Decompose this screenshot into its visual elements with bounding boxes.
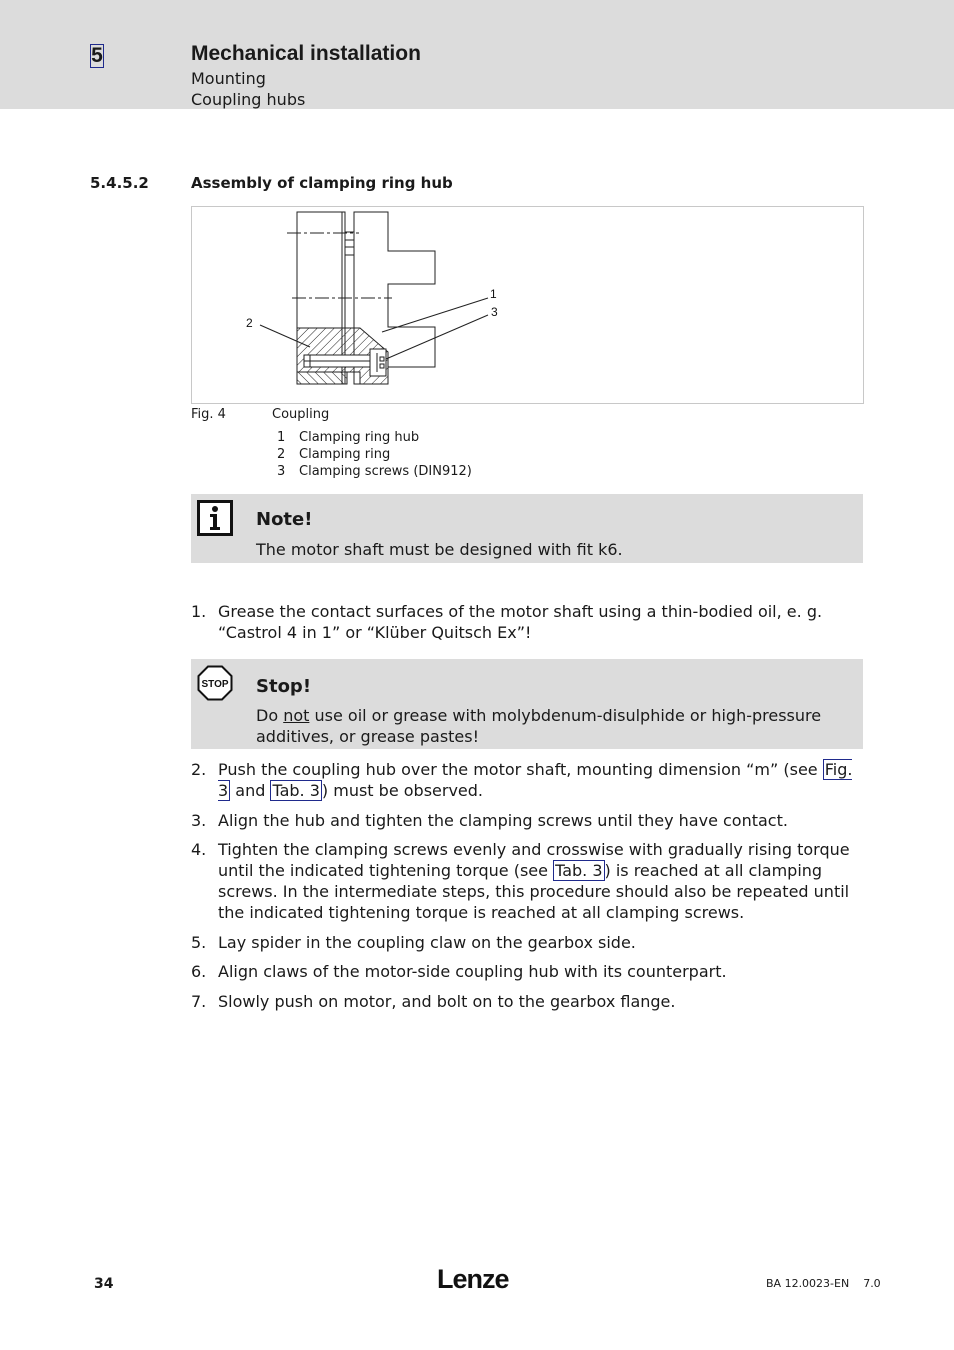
figure-legend: [277, 429, 472, 480]
link-tab-3[interactable]: Tab. 3: [555, 861, 603, 880]
chapter-title: Mechanical installation: [191, 42, 421, 65]
hub-lower-section: [297, 372, 347, 384]
stop-callout: [191, 659, 863, 749]
callout-3: 3: [491, 305, 498, 319]
coupling-drawing: [192, 207, 865, 405]
page-header: [0, 0, 954, 109]
svg-text:Lenze: Lenze: [437, 1264, 509, 1294]
callout-1: 1: [490, 287, 497, 301]
lenze-logo: [437, 1262, 517, 1298]
stop-icon: [197, 665, 233, 705]
figure-label: Fig. 4: [191, 407, 226, 422]
link-fig-3[interactable]: Fig. 3: [218, 760, 853, 800]
clamping-screw-head: [370, 349, 386, 376]
info-icon: [197, 500, 233, 540]
callout-2: 2: [246, 316, 253, 330]
document-id: BA 12.0023-EN 7.0: [766, 1277, 881, 1290]
header-subtitle-mounting: Mounting: [191, 69, 266, 88]
coupling-figure: [191, 206, 864, 404]
header-subtitle-coupling-hubs: Coupling hubs: [191, 90, 306, 109]
stop-text: Do not use oil or grease with molybdenum-disulphide or high-pressure additives, or grease pastes!: [256, 706, 822, 746]
legend-item: 1 Clamping ring hub: [277, 430, 420, 445]
section-number: 5.4.5.2: [90, 174, 149, 192]
legend-item: 3 Clamping screws (DIN912): [277, 464, 472, 479]
stop-title: Stop!: [256, 676, 312, 697]
svg-text:STOP: STOP: [201, 679, 229, 690]
figure-caption: Coupling: [272, 407, 330, 422]
page-number: 34: [94, 1276, 114, 1292]
chapter-number[interactable]: 5: [91, 44, 103, 67]
legend-item: 2 Clamping ring: [277, 447, 391, 462]
section-title: Assembly of clamping ring hub: [191, 174, 453, 192]
note-callout: [191, 494, 863, 563]
note-text: The motor shaft must be designed with fit k6.: [256, 540, 623, 559]
link-tab-3[interactable]: Tab. 3: [272, 781, 320, 800]
note-title: Note!: [256, 509, 313, 530]
